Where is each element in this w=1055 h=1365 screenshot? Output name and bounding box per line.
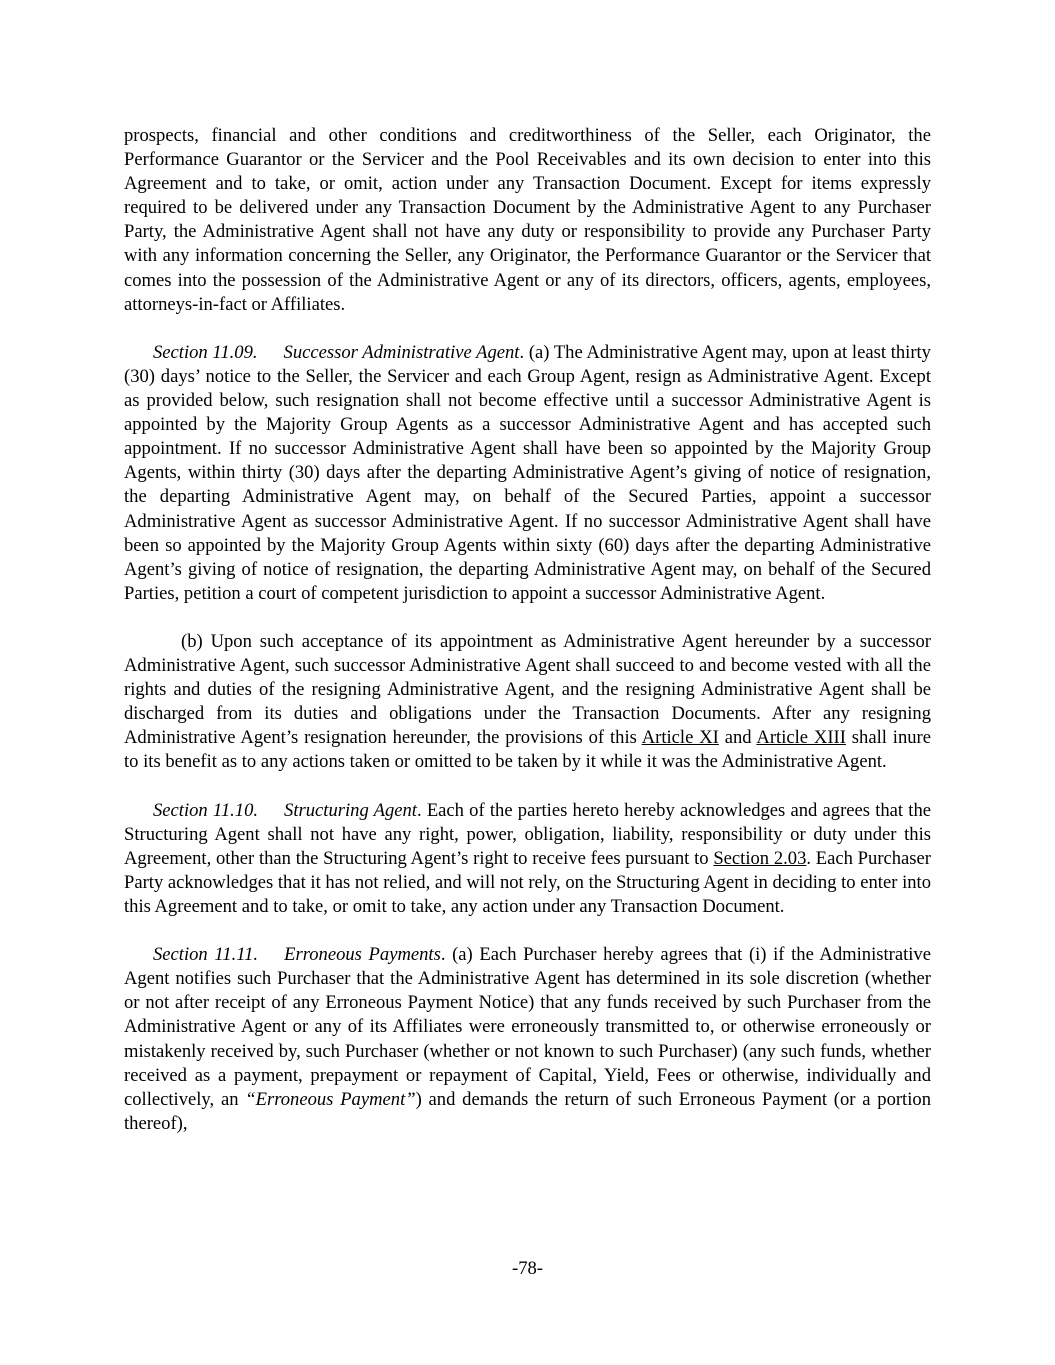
section-title-punct: .: [416, 799, 422, 821]
section-title: Erroneous Payments: [284, 944, 441, 966]
section-text: Each of the parties hereto hereby acknowledges and agrees that the Structuring Agent shall not have any right, power, obligation, liability, responsibility or duty under this Agreement, other than the Structuring Agent’s right to receive fees pursuant to: [124, 799, 931, 869]
section-number: Section 11.09.: [153, 341, 258, 363]
section-number: Section 11.10.: [153, 799, 259, 821]
paragraph-continuation: [124, 124, 931, 317]
section-title-punct: .: [519, 341, 525, 363]
cross-reference-section-2-03[interactable]: Section 2.03: [713, 847, 807, 869]
section-11-09-b: [124, 630, 931, 775]
section-text: (a) The Administrative Agent may, upon at least thirty (30) days’ notice to the Seller, the Servicer and each Group Agent, resign as Administrative Agent. Except as provided below, such resignation shall not become effective until a successor Administrative Agent is appointed by the Majority Group Agents as a successor Administrative Agent and has accepted such appointment. If no successor Administrative Agent shall have been so appointed by the Majority Group Agents, within thirty (30) days after the departing Administrative Agent’s giving of notice of resignation, the departing Administrative Agent may, on behalf of the Secured Parties, appoint a successor Administrative Agent as successor Administrative Agent. If no successor Administrative Agent shall have been so appointed by the Majority Group Agents within sixty (60) days after the departing Administrative Agent’s giving of notice of resignation, the departing Administrative Agent may, on behalf of the Secured Parties, petition a court of competent jurisdiction to appoint a successor Administrative Agent.: [124, 341, 931, 604]
section-number: Section 11.11.: [153, 944, 259, 966]
paragraph-text: and: [718, 727, 757, 749]
paragraph-text: shall inure to its benefit as to any actions taken or omitted to be taken by it while it was the Administrative Agent.: [124, 727, 931, 773]
section-title: Structuring Agent: [284, 799, 417, 821]
document-page: [124, 124, 931, 1160]
paragraph-text: prospects, financial and other conditions and creditworthiness of the Seller, each Originator, the Performance Guarantor or the Servicer and the Pool Receivables and its own decision to enter into this Agreement and to take, or omit, action under any Transaction Document. Except for items expressly required to be delivered under any Transaction Document by the Administrative Agent to any Purchaser Party, the Administrative Agent shall not have any duty or responsibility to provide any Purchaser Party with any information concerning the Seller, any Originator, the Performance Guarantor or the Servicer that comes into the possession of the Administrative Agent or any of its directors, officers, agents, employees, attorneys-in-fact or Affiliates.: [124, 125, 931, 315]
section-11-09: [124, 341, 931, 606]
section-title: Successor Administrative Agent: [283, 341, 520, 363]
page-number: -78-: [512, 1258, 543, 1279]
paragraph-text: (b) Upon such acceptance of its appointment as Administrative Agent hereunder by a successor Administrative Agent, such successor Administrative Agent shall succeed to and become vested with all the rights and duties of the resigning Administrative Agent, and the resigning Administrative Agent shall be discharged from its duties and obligations under the Transaction Documents. After any resigning Administrative Agent’s resignation hereunder, the provisions of this: [124, 630, 931, 749]
cross-reference-article-xiii[interactable]: Article XIII: [756, 727, 846, 749]
section-text: . Each Purchaser Party acknowledges that it has not relied, and will not rely, on the Structuring Agent in deciding to enter into this Agreement and to take, or omit to take, any action under any Transaction Document.: [124, 847, 931, 917]
section-text: (a) Each Purchaser hereby agrees that (i) if the Administrative Agent notifies such Purchaser that the Administrative Agent has determined in its sole discretion (whether or not after receipt of any Erroneous Payment Notice) that any funds received by such Purchaser from the Administrative Agent or any of its Affiliates were erroneously transmitted to, or otherwise erroneously or mistakenly received by, such Purchaser (whether or not known to such Purchaser) (any such funds, whether received as a payment, prepayment or repayment of Capital, Yield, Fees or otherwise, individually and collectively, an: [124, 944, 931, 1110]
section-title-punct: .: [440, 944, 446, 966]
section-11-11: [124, 943, 931, 1136]
defined-term-erroneous-payment: “Erroneous Payment”: [245, 1088, 416, 1110]
cross-reference-article-xi[interactable]: Article XI: [641, 727, 719, 749]
section-11-10: [124, 799, 931, 919]
section-text: ) and demands the return of such Erroneous Payment (or a portion thereof),: [124, 1088, 931, 1134]
